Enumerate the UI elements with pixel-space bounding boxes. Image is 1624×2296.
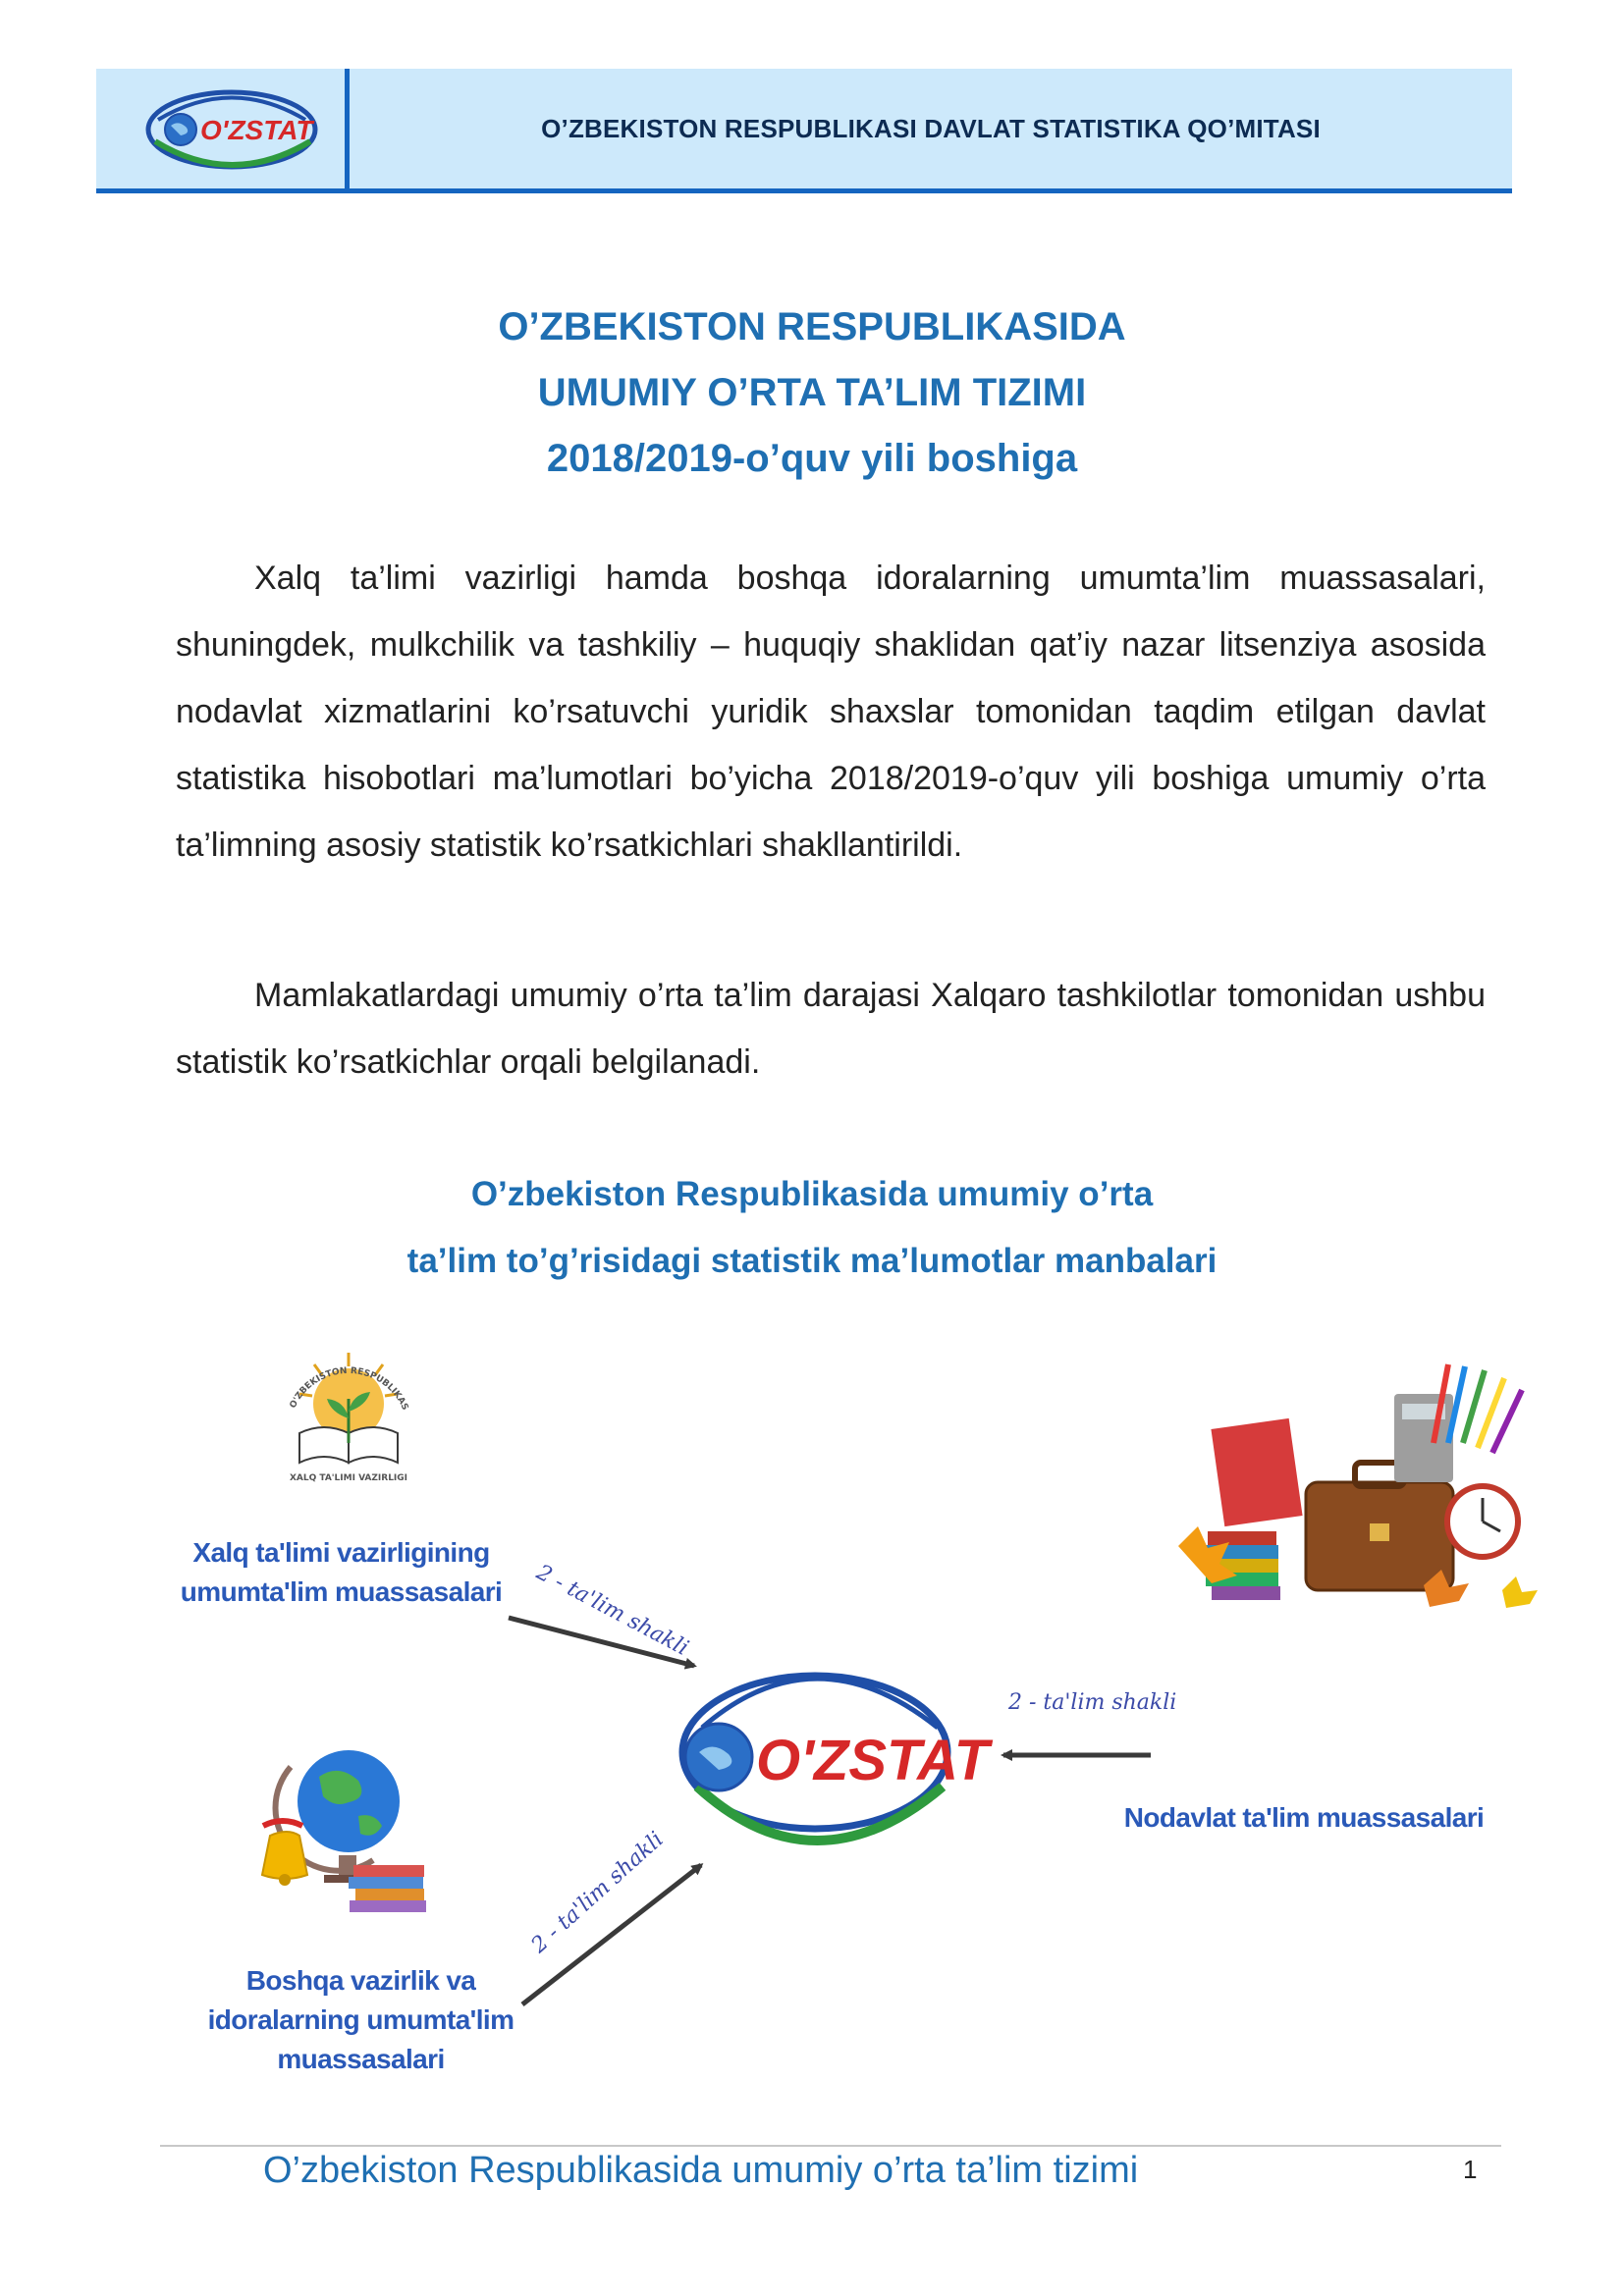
document-title xyxy=(0,294,1624,492)
document-title-line: UMUMIY O’RTA TA’LIM TIZIMI xyxy=(537,371,1087,414)
node-label-private xyxy=(1108,1798,1500,1838)
node-label-line: Nodavlat ta'lim muassasalari xyxy=(1123,1802,1485,1833)
edge-label-ministry: 2 - ta'lim shakli xyxy=(532,1560,693,1661)
svg-text:XALQ TA'LIMI VAZIRLIGI: XALQ TA'LIMI VAZIRLIGI xyxy=(289,1473,408,1483)
globe-bell-books-icon xyxy=(262,1750,426,1912)
edge-label-other: 2 - ta'lim shakli xyxy=(526,1827,669,1958)
node-label-line: umumta'lim muassasalari xyxy=(180,1576,503,1607)
center-ozstat-logo xyxy=(682,1676,994,1841)
node-label-line: Boshqa vazirlik va xyxy=(245,1965,476,1996)
node-label-line: Xalq ta'limi vazirligining xyxy=(192,1537,490,1568)
document-title-line: O’ZBEKISTON RESPUBLIKASIDA xyxy=(498,305,1126,348)
node-label-line: idoralarning umumta'lim xyxy=(207,2004,514,2035)
footer-text: O’zbekiston Respublikasida umumiy o’rta ta’lim tizimi xyxy=(263,2150,1139,2191)
diagram-title-line: ta’lim to’g’risidagi statistik ma’lumotlar manbalari xyxy=(406,1242,1218,1280)
edge-label-private: 2 - ta'lim shakli xyxy=(1008,1690,1177,1715)
svg-text:O'ZSTAT: O'ZSTAT xyxy=(756,1729,990,1792)
svg-text:O'ZBEKISTON RESPUBLIKASI: O'ZBEKISTON RESPUBLIKAS xyxy=(288,1365,410,1413)
ministry-emblem xyxy=(0,1306,409,1483)
school-supplies-icon xyxy=(1178,1364,1538,1608)
document-title-line: 2018/2019-o’quv yili boshiga xyxy=(546,437,1078,480)
footer-divider xyxy=(160,2145,1501,2147)
svg-text:O'ZSTAT: O'ZSTAT xyxy=(200,115,313,145)
diagram-title-line: O’zbekiston Respublikasida umumiy o’rta xyxy=(470,1175,1154,1213)
diagram-title xyxy=(0,1161,1624,1295)
node-label-ministry xyxy=(167,1533,515,1612)
data-sources-diagram xyxy=(0,1306,1624,2110)
header-title: O’ZBEKISTON RESPUBLIKASI DAVLAT STATISTIKA QO’MITASI xyxy=(541,113,1321,143)
page-number: 1 xyxy=(1463,2155,1478,2184)
body-paragraph: Mamlakatlardagi umumiy o’rta ta’lim darajasi Xalqaro tashkilotlar tomonidan ushbu statistik ko’rsatkichlar orqali belgilanadi. xyxy=(176,977,1486,1081)
ozstat-logo xyxy=(124,80,350,179)
body-paragraph: Xalq ta’limi vazirligi hamda boshqa idoralarning umumta’lim muassasalari, shuningdek, mulkchilik va tashkiliy – huquqiy shaklidan qat’iy nazar litsenziya asosida nodavlat xizmatlarini ko’rsatuvchi yuridik shaxslar tomonidan taqdim etilgan davlat statistika hisobotlari ma’lumotlari bo’yicha 2018/2019-o’quv yili boshiga umumiy o’rta ta’limning asosiy statistik ko’rsatkichlari shakllantirildi. xyxy=(176,560,1486,864)
page-header xyxy=(96,69,1512,193)
node-label-other-ministries xyxy=(187,1961,535,2079)
node-label-line: muassasalari xyxy=(277,2044,445,2074)
